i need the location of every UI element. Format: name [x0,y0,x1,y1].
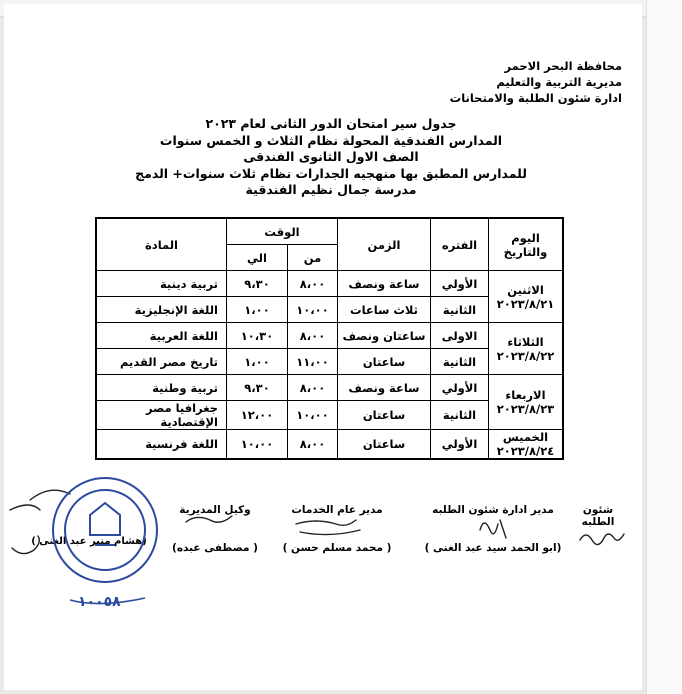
header-subject: المادة [96,218,227,271]
to-cell: ١،٠٠ [227,297,288,323]
sig-title: مدير ادارة شئون الطلبه [432,504,554,516]
header-from: من [288,245,338,271]
from-cell: ٨،٠٠ [288,271,338,297]
period-cell: الثانية [431,401,489,430]
day-cell: الخميس ٢٠٢٣/٨/٢٤ [489,430,564,460]
to-cell: ١٠،٠٠ [227,430,288,460]
duration-cell: ساعة ونصف [338,271,431,297]
subject-cell: اللغة فرنسية [96,430,227,460]
subject-cell: تاريخ مصر القديم [96,349,227,375]
official-stamp [53,478,157,604]
period-cell: الأولي [431,430,489,460]
title-line: جدول سير امتحان الدور الثانى لعام ٢٠٢٣ [205,116,457,131]
subject-cell: تربية وطنية [96,375,227,401]
duration-cell: ساعتان ونصف [338,323,431,349]
duration-cell: ساعتان [338,349,431,375]
period-cell: الأولي [431,375,489,401]
title-line: الصف الاول الثانوى الفندقى [243,149,419,164]
title-line: للمدارس المطبق بها منهجيه الجدارات نظام ثلاث سنوات+ الدمج [135,165,527,181]
day-cell: الاربعاء ٢٠٢٣/٨/٢٣ [489,375,564,430]
period-cell: الاولى [431,323,489,349]
to-cell: ١٠،٣٠ [227,323,288,349]
period-cell: الثانية [431,349,489,375]
header-governorate: محافظة البحر الاحمر [504,59,622,73]
to-cell: ١٢،٠٠ [227,401,288,430]
header-to: الي [227,245,288,271]
from-cell: ١٠،٠٠ [288,401,338,430]
to-cell: ٩،٣٠ [227,375,288,401]
header-directorate: مديرية التربية والتعليم [496,75,622,89]
from-cell: ١١،٠٠ [288,349,338,375]
to-cell: ٩،٣٠ [227,271,288,297]
day-cell: الاثنين ٢٠٢٣/٨/٢١ [489,271,564,323]
duration-cell: ساعة ونصف [338,375,431,401]
subject-cell: جغرافيا مصر الإقتصادية [96,401,227,430]
subject-cell: اللغة العربية [96,323,227,349]
from-cell: ٨،٠٠ [288,323,338,349]
from-cell: ١٠،٠٠ [288,297,338,323]
subject-cell: اللغة الإنجليزية [96,297,227,323]
duration-cell: ساعتان [338,430,431,460]
sig-title: شئون الطلبه [581,504,615,528]
header-department: ادارة شئون الطلبة والامتحانات [449,91,622,105]
header-time: الوقت [227,218,338,245]
subject-cell: تربية دينية [96,271,227,297]
header-day: اليوم والتاريخ [489,218,564,271]
header-duration: الزمن [338,218,431,271]
title-line: مدرسة جمال نظيم الفندقية [245,182,417,197]
period-cell: الثانية [431,297,489,323]
to-cell: ١،٠٠ [227,349,288,375]
from-cell: ٨،٠٠ [288,375,338,401]
duration-cell: ثلاث ساعات [338,297,431,323]
stamp-number: ١٠٠٥٨ [78,594,121,610]
period-cell: الأولي [431,271,489,297]
sig-name: (ابو الحمد سيد عبد الغنى ) [424,542,562,554]
header-period: الفتره [431,218,489,271]
day-cell: الثلاثاء ٢٠٢٣/٨/٢٢ [489,323,564,375]
title-line: المدارس الفندقية المحولة نظام الثلاث و الخمس سنوات [159,132,503,148]
from-cell: ٨،٠٠ [288,430,338,460]
sig-title: مدير عام الخدمات [291,504,383,516]
duration-cell: ساعتان [338,401,431,430]
sig-name: (هشام منير عبد الغنى ) [31,536,147,547]
sig-name: ( مصطفى عبده) [172,542,258,554]
sig-name: ( محمد مسلم حسن ) [282,542,392,554]
sig-title: وكيل المديرية [179,504,251,516]
